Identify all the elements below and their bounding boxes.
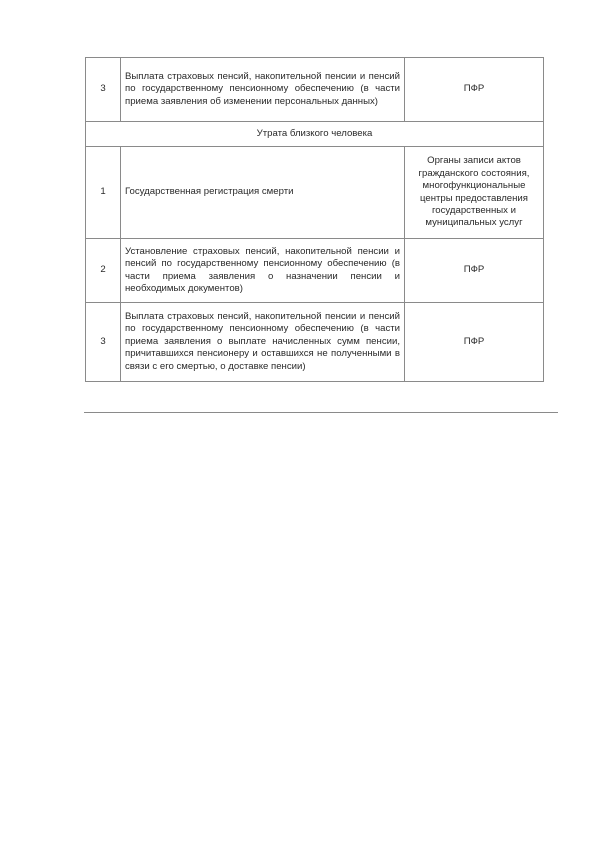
responsible-organization: ПФР	[405, 303, 544, 382]
table-row	[86, 239, 544, 303]
responsible-organization: Органы записи актов гражданского состояния, многофункциональные центры предоставления государственных и муниципальных услуг	[405, 147, 544, 239]
service-description: Государственная регистрация смерти	[121, 147, 405, 239]
services-table	[85, 57, 544, 382]
row-number: 2	[86, 239, 121, 303]
section-header-row	[86, 122, 544, 147]
row-number: 3	[86, 303, 121, 382]
responsible-organization: ПФР	[405, 58, 544, 122]
row-number: 1	[86, 147, 121, 239]
table-row	[86, 147, 544, 239]
table-row	[86, 58, 544, 122]
service-description: Выплата страховых пенсий, накопительной пенсии и пенсий по государственному пенсионному обеспечению (в части приема заявления о выплате начисленных сумм пенсии, причитавшихся пенсионеру и оставшихся не полученными в связи с его смертью, о доставке пенсии)	[121, 303, 405, 382]
responsible-organization: ПФР	[405, 239, 544, 303]
service-description: Установление страховых пенсий, накопительной пенсии и пенсий по государственному пенсионному обеспечению (в части приема заявления о назначении пенсии и необходимых документов)	[121, 239, 405, 303]
horizontal-divider	[84, 412, 558, 413]
section-title: Утрата близкого человека	[86, 122, 544, 147]
service-description: Выплата страховых пенсий, накопительной пенсии и пенсий по государственному пенсионному обеспечению (в части приема заявления об изменении персональных данных)	[121, 58, 405, 122]
table-row	[86, 303, 544, 382]
row-number: 3	[86, 58, 121, 122]
